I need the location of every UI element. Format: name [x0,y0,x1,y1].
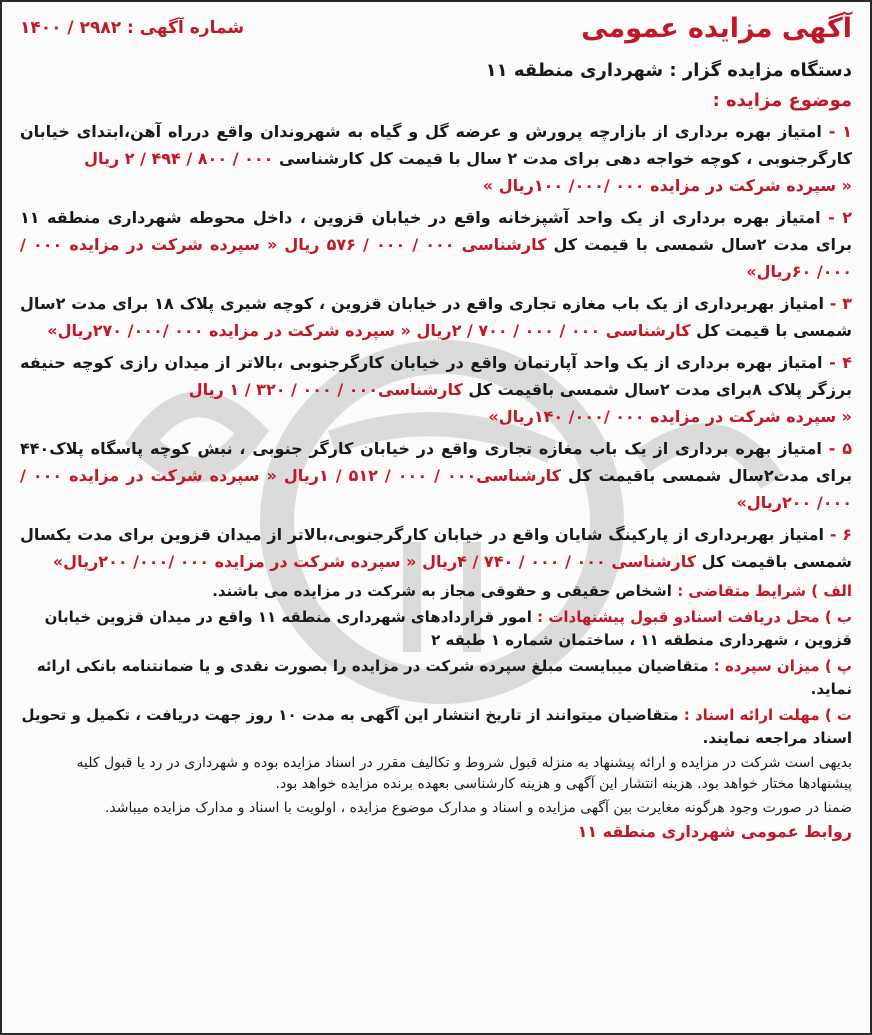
condition-label: پ ) میزان سپرده : [713,657,852,675]
condition-text: اشخاص حقیقی و حقوقی مجاز به شرکت در مزایده می باشند. [212,582,672,600]
note-paragraph: ضمنا در صورت وجود هرگونه مغایرت بین آگهی مزایده و اسناد و مدارک موضوع مزایده ، اولویت با اسناد و مدارک مزایده میباشد. [104,800,852,816]
condition-text: امور قراردادهای شهرداری منطقه ۱۱ واقع در میدان قزوین خیابان قزوین ، شهرداری منطقه ۱۱ ، ساختمان شماره ۱ طبقه ۲ [44,608,852,649]
item-description: امتیاز بهربرداری از یک باب مغازه تجاری واقع در خیابان قزوین ، کوچه شیری پلاک ۱۸ برای مدت ۲سال شمسی با قیمت کل [20,294,852,340]
ad-number: شماره آگهی : ۲۹۸۲ / ۱۴۰۰ [20,18,245,38]
condition-label: الف ) شرایط متقاضی : [677,582,852,600]
item-price: کارشناسی۰۰۰ / ۰۰۰ / ۳۲۰ / ۱ ریال [188,380,463,399]
auction-item [20,349,852,430]
notice-header [20,8,852,48]
condition-text: متقاضیان میبایست مبلغ سپرده شرکت در مزایده را بصورت نقدی و یا ضمانتنامه بانکی ارائه نماید. [36,657,852,698]
item-number: ۱ - [828,122,852,141]
note-paragraph: بدیهی است شرکت در مزایده و ارائه پیشنهاد به منزله قبول شروط و تکالیف مقرر در اسناد مزایده بوده و شهرداری در رد یا قبول کلیه پیشنهادها مختار خواهد بود. هزینه انتشار این آگهی و هزینه کارشناسی بعهده برنده مزایده خواهد بود. [76,755,852,792]
subject-heading: موضوع مزایده : [712,90,852,111]
item-number: ۳ - [829,294,852,313]
item-price: ۰۰۰ / ۸۰۰ / ۴۹۴ / ۲ ریال [84,149,274,168]
item-description: امتیاز بهره برداری از بازارچه پرورش و عرضه گل و گیاه به شهروندان واقع درراه آهن،ابتدای خیابان کارگرجنوبی ، کوچه خواجه دهی برای مدت ۲ سال با قیمت کل کارشناسی [20,122,852,168]
auction-item [20,204,852,285]
item-description: امتیاز بهره برداری از یک واحد آپارتمان واقع در خیابان کارگرجنوبی ،بالاتر از میدان رازی کوچه حنیفه برزگر پلاک ۸برای مدت ۲سال شمسی باقیمت کل [20,353,852,399]
public-relations-signature: روابط عمومی شهرداری منطقه ۱۱ [577,822,852,841]
item-price: کارشناسی ۰۰۰ / ۰۰۰ / ۷۴۰ / ۴ریال [422,552,697,571]
item-number: ۴ - [829,353,852,372]
condition-deposit [20,655,852,701]
condition-documents-location [20,606,852,652]
item-number: ۵ - [828,439,852,458]
auction-item [20,435,852,516]
item-number: ۶ - [829,525,853,544]
item-deposit: « سپرده شرکت در مزایده ۰۰۰ /۰۰۰/ ۲۷۰ریال» [47,321,411,340]
condition-text: متقاضیان میتوانند از تاریخ انتشار این آگهی به مدت ۱۰ روز جهت دریافت ، تکمیل و تحویل اسناد مراجعه نمایند. [21,706,852,747]
condition-applicants [20,580,852,603]
item-deposit: « سپرده شرکت در مزایده ۰۰۰ /۰۰۰/ ۶۰ریال» [20,235,852,281]
item-description: امتیاز بهره برداری از یک باب مغازه تجاری واقع در خیابان کارگر جنوبی ، نبش کوچه پاسگاه پلاک۴۴۰ برای مدت۲سال شمسی باقیمت کل [20,439,852,485]
item-number: ۲ - [828,208,852,227]
auctioneer: دستگاه مزایده گزار : شهرداری منطقه ۱۱ [485,60,852,81]
condition-label: ب ) محل دریافت اسنادو قبول پیشنهادات : [537,608,852,626]
item-deposit: « سپرده شرکت در مزایده ۰۰۰ /۰۰۰/ ۱۴۰ریال» [488,407,852,426]
auction-item [20,290,852,344]
item-deposit: « سپرده شرکت در مزایده ۰۰۰ /۰۰۰/ ۱۰۰ریال » [482,176,852,195]
item-deposit: « سپرده شرکت در مزایده ۰۰۰ /۰۰۰/ ۲۰۰ریال» [52,552,417,571]
auction-item [20,118,852,199]
item-price: کارشناسی ۰۰۰ / ۰۰۰ / ۵۷۶ ریال [284,235,547,254]
auction-item [20,521,852,575]
notice-title: آگهی مزایده عمومی [581,12,852,44]
item-price: کارشناسی۰۰۰ / ۰۰۰ / ۵۱۲ / ۱ریال [283,466,561,485]
item-price: کارشناسی ۰۰۰ / ۰۰۰ / ۷۰۰ / ۲ریال [416,321,691,340]
item-description: امتیاز بهره برداری از یک واحد آشپزخانه واقع در خیابان قزوین ، داخل محوطه شهرداری منطقه ۱۱ برای مدت ۲سال شمسی با قیمت کل [20,208,852,254]
condition-label: ت ) مهلت ارائه اسناد : [683,706,852,724]
item-description: امتیاز بهربرداری از پارکینگ شایان واقع در خیابان کارگرجنوبی،بالاتر از میدان قزوین برای مدت یکسال شمسی باقیمت کل [20,525,852,571]
condition-deadline [20,704,852,750]
item-deposit: « سپرده شرکت در مزایده ۰۰۰ /۰۰۰/ ۲۰۰ریال» [20,466,852,512]
